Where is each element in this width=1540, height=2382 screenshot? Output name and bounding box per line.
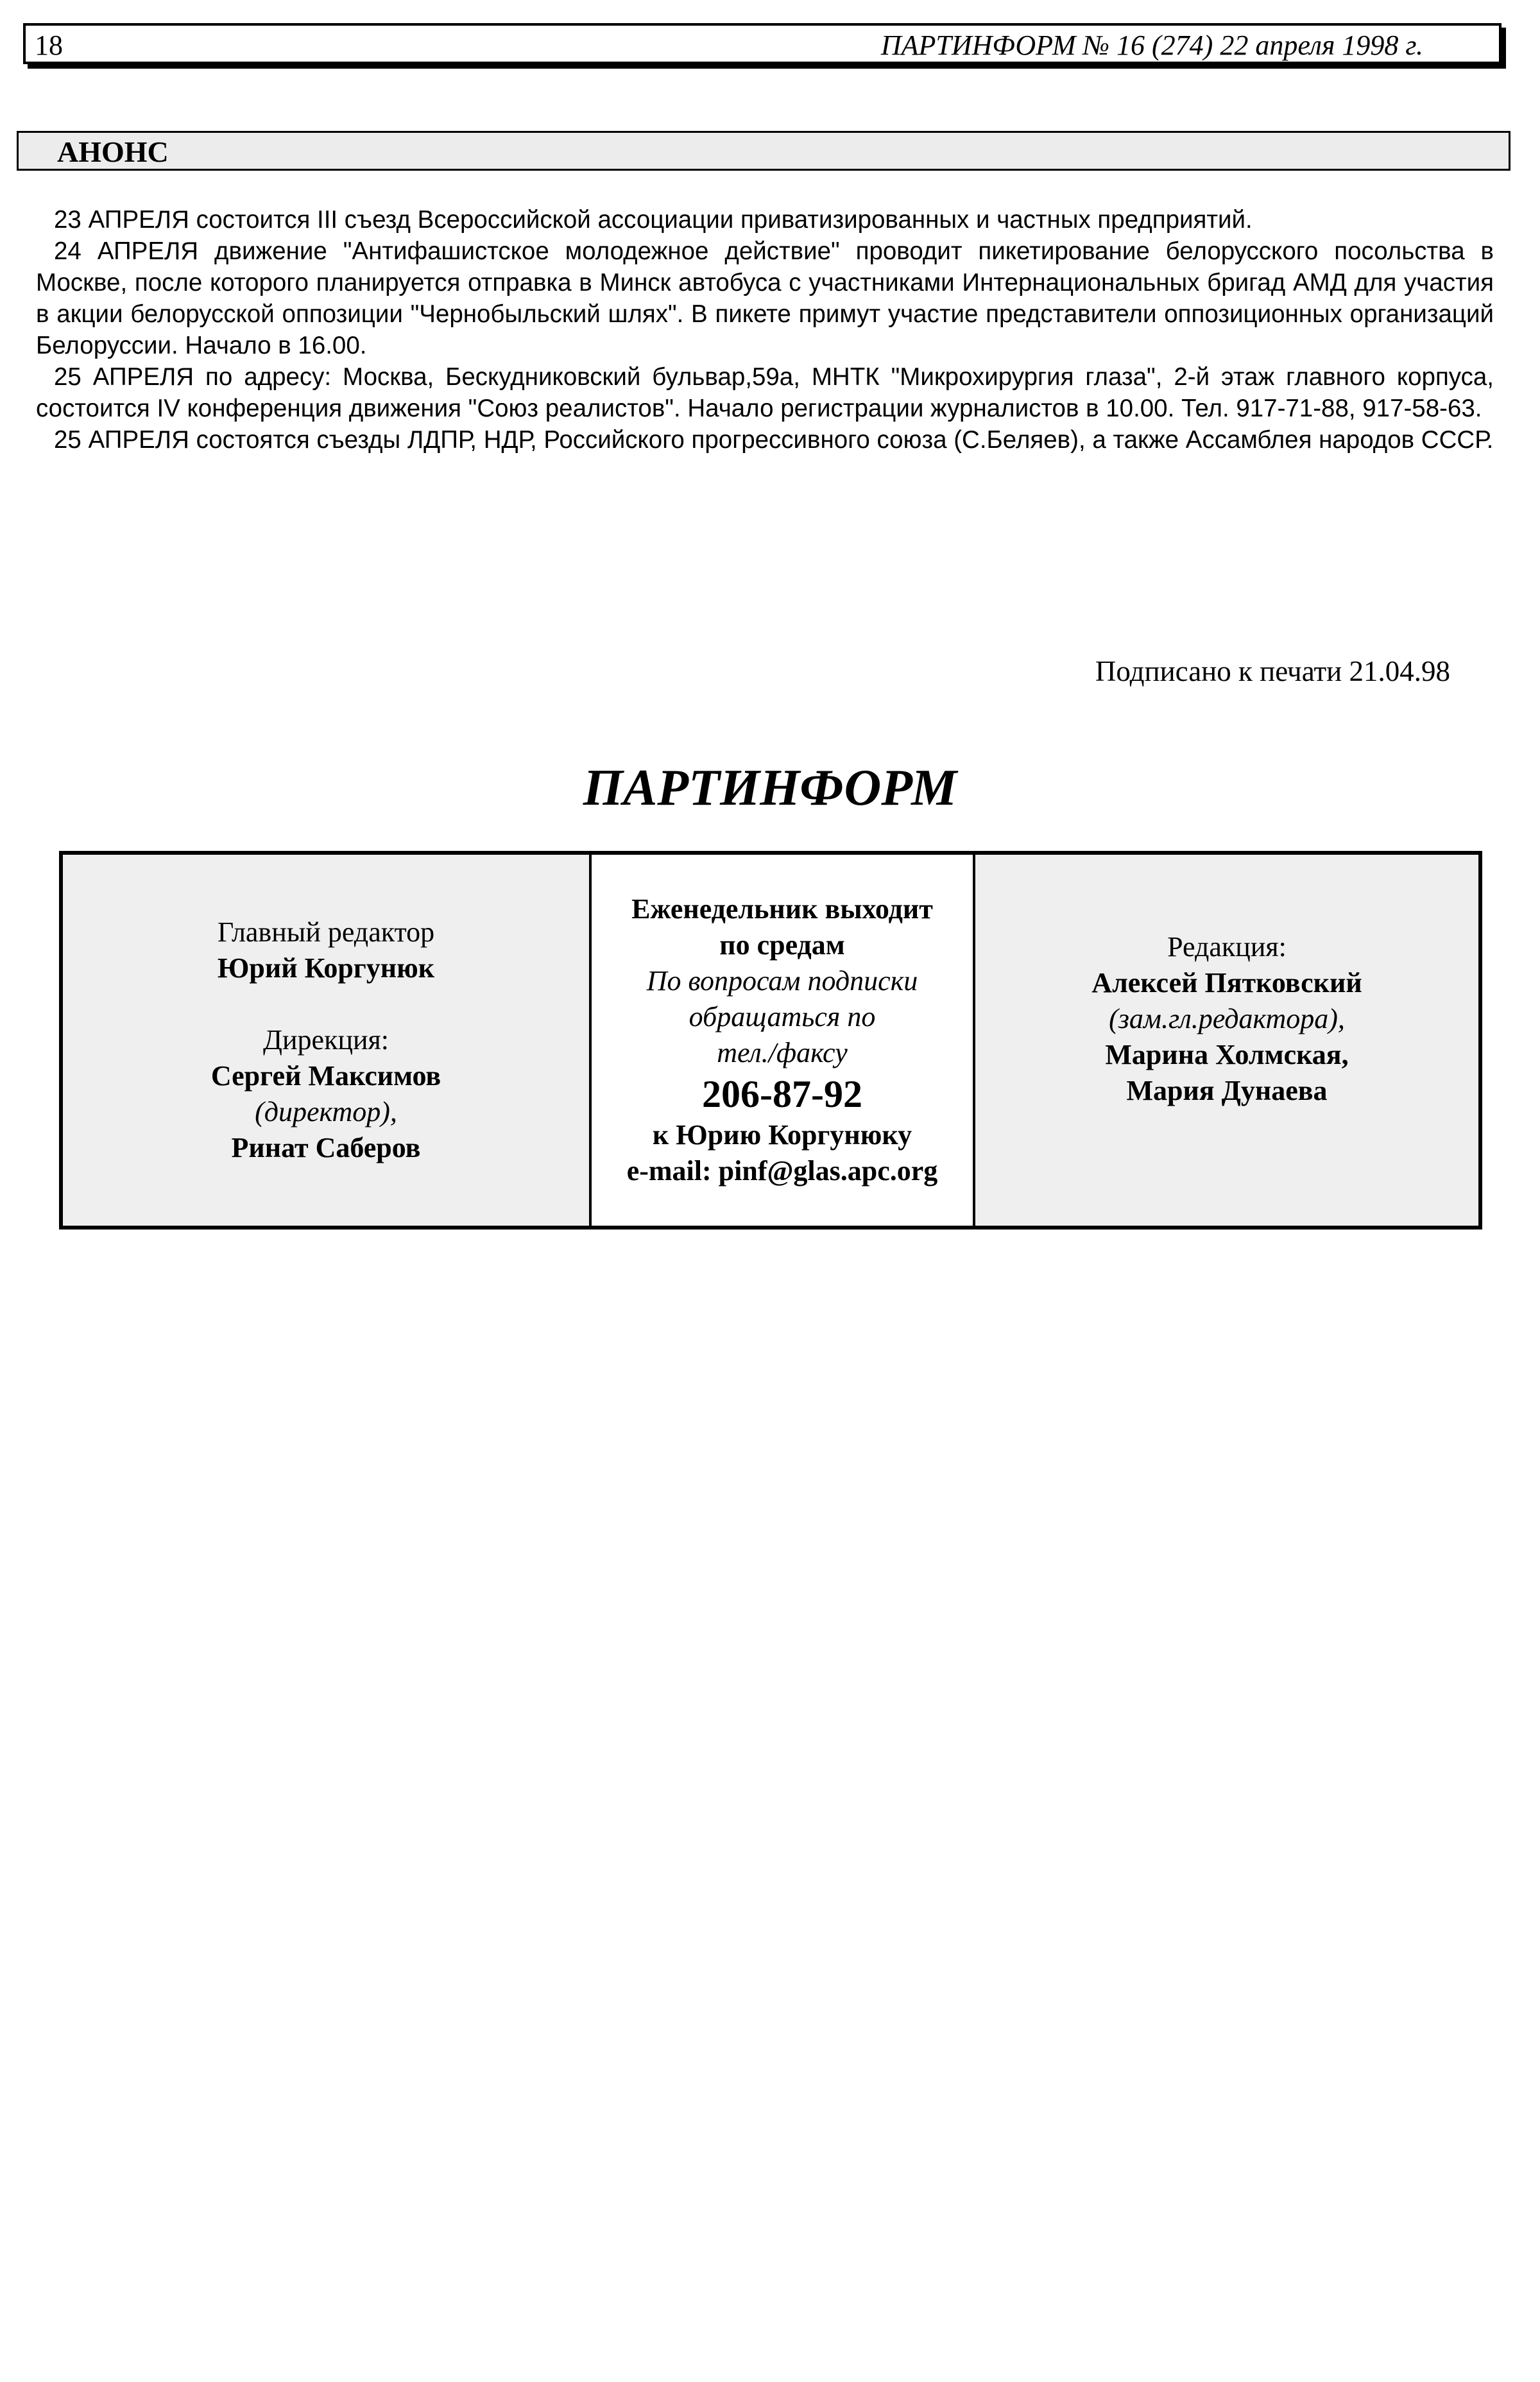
contact-person: к Юрию Коргунюку (652, 1119, 912, 1151)
page-header (23, 23, 1502, 64)
directorate-member-name: Ринат Саберов (231, 1132, 421, 1163)
issue-title: ПАРТИНФОРМ № 16 (274) 22 апреля 1998 г. (880, 30, 1423, 61)
directorate-label: Дирекция: (262, 1024, 389, 1056)
masthead: ПАРТИНФОРМ (583, 760, 957, 816)
email-address: e-mail: pinf@glas.apc.org (626, 1155, 938, 1187)
editor-name: Юрий Коргунюк (217, 952, 435, 984)
signed-to-print: Подписано к печати 21.04.98 (1095, 655, 1450, 687)
section-bar (17, 131, 1510, 171)
weekly-line: Еженедельник выходит (631, 893, 933, 925)
announcement-item: 25 АПРЕЛЯ по адресу: Москва, Бескудниковский бульвар,59а, МНТК "Микрохирургия глаза", 2-й этаж главного корпуса, состоится IV конференция движения "Союз реалистов". Начало регистрации журналистов в 10.00. Тел. 917-71-88, 917-58-63. (36, 363, 1494, 422)
subscription-line: тел./факсу (717, 1037, 848, 1068)
subscription-line: По вопросам подписки (646, 965, 918, 997)
announcement-item: 25 АПРЕЛЯ состоятся съезды ЛДПР, НДР, Российского прогрессивного союза (С.Беляев), а также Ассамблея народов СССР. (54, 426, 1494, 454)
staff-cell-right (975, 855, 1478, 1226)
announcement-item: 23 АПРЕЛЯ состоится III съезд Всероссийской ассоциации приватизированных и частных предприятий. (54, 206, 1253, 234)
director-name: Сергей Максимов (210, 1060, 441, 1092)
deputy-editor-name: Алексей Пятковский (1091, 967, 1362, 998)
subscription-line: обращаться по (689, 1001, 876, 1032)
staff-table (59, 851, 1482, 1230)
staff-cell-left (63, 855, 589, 1226)
section-title: АНОНС (57, 135, 169, 168)
phone-number: 206-87-92 (702, 1073, 862, 1115)
editor-role: Главный редактор (217, 916, 435, 948)
announcement-item: 24 АПРЕЛЯ движение "Антифашистское молодежное действие" проводит пикетирование белорусского посольства в Москве, после которого планируется отправка в Минск автобуса с участниками Интернациональных бригад АМД для участия в акции белорусской оппозиции "Чернобыльский шлях". В пикете примут участие представители оппозиционных организаций Белоруссии. Начало в 16.00. (36, 237, 1494, 359)
editor-name: Мария Дунаева (1126, 1075, 1328, 1106)
page-number: 18 (35, 30, 63, 61)
weekly-line: по средам (719, 929, 845, 961)
editorial-label: Редакция: (1167, 931, 1287, 963)
staff-cell-middle (589, 855, 975, 1226)
deputy-editor-role: (зам.гл.редактора), (1109, 1003, 1345, 1034)
director-role: (директор), (255, 1096, 397, 1127)
editor-name: Марина Холмская, (1105, 1039, 1349, 1070)
announcements (36, 204, 1494, 456)
